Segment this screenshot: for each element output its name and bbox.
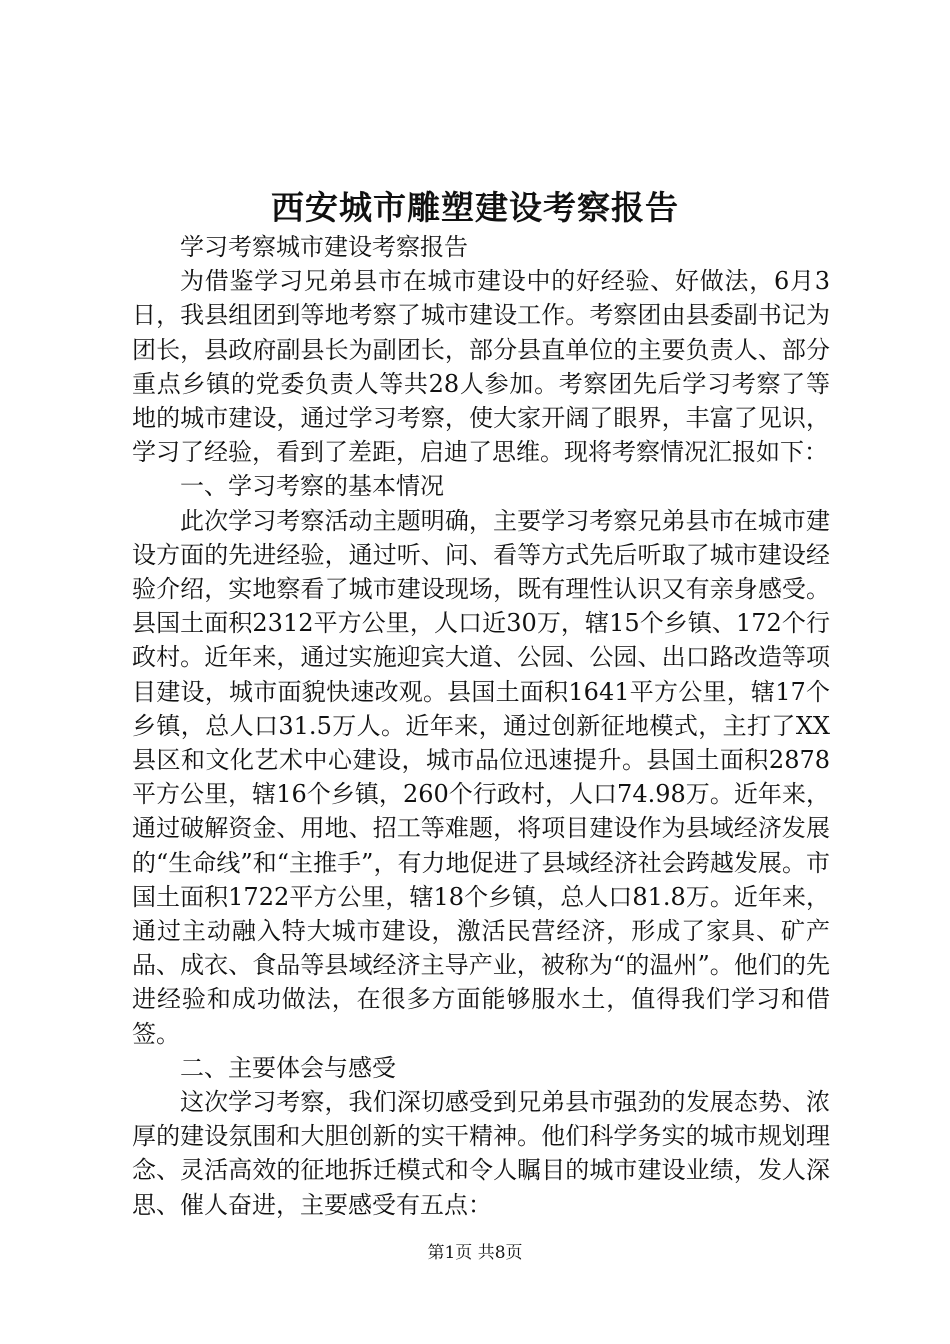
section-2-paragraph: 这次学习考察，我们深切感受到兄弟县市强劲的发展态势、浓厚的建设氛围和大胆创新的实干精神。他们科学务实的城市规划理念、灵活高效的征地拆迁模式和令人瞩目的城市建设业绩，发人深思、催人奋进，主要感受有五点： [132, 1088, 830, 1219]
section-heading-2: 二、主要体会与感受 [180, 1053, 396, 1082]
page-number-footer: 第1页 共8页 [427, 1243, 523, 1263]
document-body [132, 230, 830, 1222]
document-title: 西安城市雕塑建设考察报告 [271, 188, 679, 227]
subtitle-paragraph: 学习考察城市建设考察报告 [180, 233, 468, 261]
intro-paragraph: 为借鉴学习兄弟县市在城市建设中的好经验、好做法，6月3日，我县组团到等地考察了城市建设工作。考察团由县委副书记为团长，县政府副县长为副团长，部分县直单位的主要负责人、部分重点乡镇的党委负责人等共28人参加。考察团先后学习考察了等地的城市建设，通过学习考察，使大家开阔了眼界，丰富了见识，学习了经验，看到了差距，启迪了思维。现将考察情况汇报如下： [132, 267, 830, 467]
section-heading-1: 一、学习考察的基本情况 [180, 472, 444, 501]
section-1-paragraph: 此次学习考察活动主题明确，主要学习考察兄弟县市在城市建设方面的先进经验，通过听、问、看等方式先后听取了城市建设经验介绍，实地察看了城市建设现场，既有理性认识又有亲身感受。县国土面积2312平方公里，人口近30万，辖15个乡镇、172个行政村。近年来，通过实施迎宾大道、公园、公园、出口路改造等项目建设，城市面貌快速改观。县国土面积1641平方公里，辖17个乡镇，总人口31.5万人。近年来，通过创新征地模式，主打了XX县区和文化艺术中心建设，城市品位迅速提升。县国土面积2878平方公里，辖16个乡镇，260个行政村，人口74.98万。近年来，通过破解资金、用地、招工等难题，将项目建设作为县域经济发展的“生命线”和“主推手”，有力地促进了县域经济社会跨越发展。市国土面积1722平方公里，辖18个乡镇，总人口81.8万。近年来，通过主动融入特大城市建设，激活民营经济，形成了家具、矿产品、成衣、食品等县域经济主导产业，被称为“的温州”。他们的先进经验和成功做法，在很多方面能够服水土，值得我们学习和借签。 [132, 506, 830, 1048]
